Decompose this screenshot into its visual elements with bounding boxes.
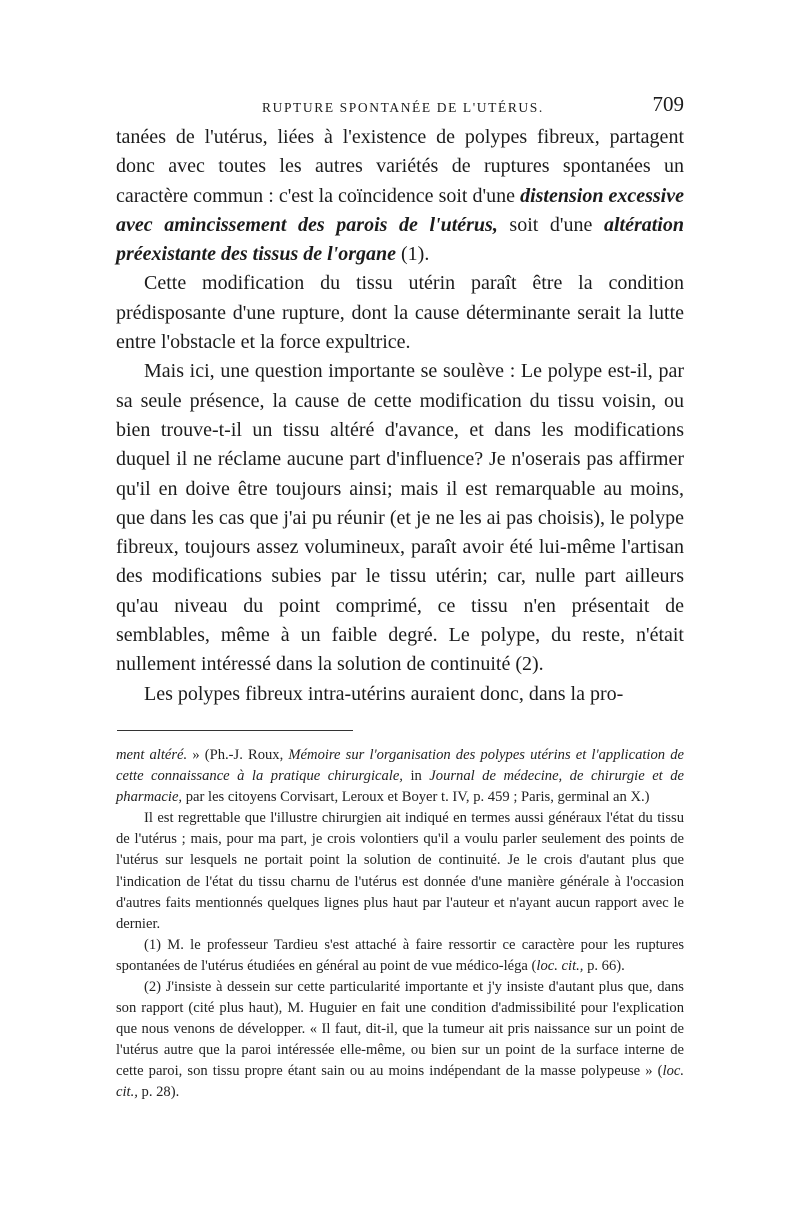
footnote-continued-text-c: par les citoyens Corvisart, Leroux et Boyer t. IV, p. 459 ; Paris, germinal an X.) (182, 789, 650, 806)
footnote-2 (116, 977, 684, 1104)
footnote-separator (117, 730, 353, 731)
paragraph-3: Mais ici, une question importante se soulève : Le polype est-il, par sa seule présence, la cause de cette modification du tissu voisin, ou bien trouve-t-il un tissu altéré d'avance, et dans les modifications duquel il ne réclame aucune part d'influence? Je n'oserais pas affirmer qu'il en doive être toujours ainsi; mais il est remarquable au moins, que dans les cas que j'ai pu réunir (et je ne les ai pas choisis), le polype fibreux, toujours assez volumineux, paraît avoir été lui-même l'artisan des modifications subies par le tissu utérin; car, nulle part ailleurs qu'au niveau du point comprimé, ce tissu n'en présentait de semblables, même à un faible degré. Le polype, du reste, n'était nullement intéressé dans la solution de continuité (2). (116, 360, 684, 676)
footnote-continued-italic-b: Mémoire sur l'organisation des polypes utérins et l'application de cette connaissance à la pratique chirurgicale, (116, 746, 684, 785)
footnotes (116, 745, 684, 1104)
paragraph-2: Cette modification du tissu utérin paraît être la condition prédisposante d'une rupture, dont la cause déterminante serait la lutte entre l'obstacle et la force expultrice. (116, 272, 684, 354)
footnote-2-text-b: p. 28). (137, 1084, 180, 1101)
footnote-1 (116, 935, 684, 977)
footnote-1-text-a: (1) M. le professeur Tardieu s'est attaché à faire ressortir ce caractère pour les ruptures spontanées de l'utérus étudiées en général au point de vue médico-léga ( (116, 936, 684, 974)
footnote-1-italic: loc. cit., (536, 957, 584, 974)
footnote-2-text-a: (2) J'insiste à dessein sur cette particularité importante et j'y insiste d'autant plus que, dans son rapport (cité plus haut), M. Huguier en fait une condition d'admissibilité pour l'explication que nous venons de développer. « Il faut, dit-il, que la tumeur ait pris naissance sur un point de l'utérus autre que la paroi intéressée elle-même, ou bien sur un point de la surface interne de cette paroi, son tissu propre étant sain ou au moins indépendant de la masse polypeuse » ( (116, 978, 684, 1080)
footnote-continued (116, 745, 684, 808)
paragraph-4: Les polypes fibreux intra-utérins auraient donc, dans la pro- (144, 682, 624, 705)
page-number: 709 (652, 92, 684, 116)
footnote-continued-italic-c: Journal de médecine, de chirurgie et de pharmacie, (116, 768, 684, 806)
footnote-1-text-b: p. 66). (583, 957, 625, 974)
book-page (116, 92, 684, 1104)
footnote-continued-text-b: in (402, 768, 430, 785)
paragraph-1-emphasis-a: distension excessive avec amincissement des parois de l'utérus, (116, 184, 684, 236)
paragraph-1-text-b: soit d'une (497, 213, 604, 236)
footnote-continued-italic-a: ment altéré. (116, 746, 188, 763)
running-header (116, 92, 684, 122)
footnote-continued-text-a: » (Ph.-J. Roux, (187, 746, 289, 763)
paragraph-1-text-c: (1). (396, 243, 430, 266)
footnote-continued-remark: Il est regrettable que l'illustre chirurgien ait indiqué en termes aussi généraux l'état du tissu de l'utérus ; mais, pour ma part, je crois volontiers qu'il a voulu parler seulement des points de l'utérus sur lesquels ne portait point la solution de continuité. Je le crois d'autant plus que l'indication de l'état du tissu charnu de l'utérus est donnée d'une manière générale à l'occasion d'autres faits mentionnés quelques lignes plus haut par l'auteur et n'ayant aucun rapport avec le dernier. (116, 810, 684, 932)
paragraph-1 (116, 123, 684, 269)
footnote-2-italic: loc. cit., (116, 1063, 684, 1101)
running-title: RUPTURE SPONTANÉE DE L'UTÉRUS. (262, 100, 544, 115)
paragraph-1-text-a: tanées de l'utérus, liées à l'existence de polypes fibreux, partagent donc avec toutes les autres variétés de ruptures spontanées un caractère commun : c'est la coïncidence soit d'une (116, 126, 684, 207)
paragraph-1-emphasis-b: altération préexistante des tissus de l'organe (116, 213, 684, 266)
main-text (116, 123, 684, 709)
